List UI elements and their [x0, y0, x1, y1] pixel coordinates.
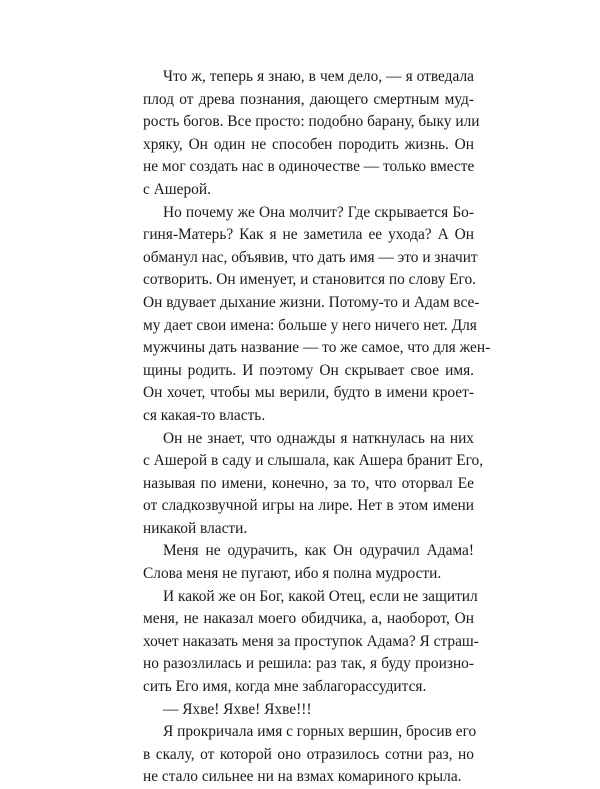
text-line: — Яхве! Яхве! Яхве!!!	[163, 700, 312, 718]
text-line: плод от древа познания, дающего смертным муд-	[143, 90, 474, 108]
text-line: щины родить. И поэтому Он скрывает свое имя.	[143, 361, 474, 379]
paragraph	[143, 428, 484, 541]
text-line: никакой власти.	[143, 519, 248, 537]
body-text	[143, 66, 491, 789]
text-line: мужчины дать название — то же самое, что для жен-	[143, 339, 491, 357]
text-line: не стало сильнее ни на взмах комариного крыла.	[143, 768, 462, 786]
text-line: называя по имени, конечно, за то, что оторвал Ее	[143, 474, 474, 492]
text-line: сотворить. Он именует, и становится по слову Его.	[143, 271, 477, 289]
text-line: хряку, Он один не способен породить жизнь. Он	[143, 135, 474, 153]
paragraph	[143, 202, 491, 428]
text-line: с Ашерой в саду и слышала, как Ашера бранит Его,	[143, 452, 484, 470]
text-line: ся какая-то власть.	[143, 406, 266, 424]
text-line: Он хочет, чтобы мы верили, будто в имени кроет-	[143, 384, 474, 402]
text-line: с Ашерой.	[143, 180, 211, 198]
paragraph	[143, 540, 474, 585]
text-line: в скалу, от которой оно отразилось сотни раз, но	[143, 745, 474, 763]
text-line: Он не знает, что однажды я наткнулась на них	[163, 429, 474, 447]
text-line: но разозлилась и решила: раз так, я буду произно-	[143, 655, 474, 673]
text-line: меня, не наказал моего обидчика, а, наоборот, Он	[143, 610, 474, 628]
dialogue-paragraph	[143, 699, 474, 722]
text-line: обманул нас, объявив, что дать имя — это и значит	[143, 248, 478, 266]
text-line: Меня не одурачить, как Он одурачил Адама!	[163, 542, 474, 560]
text-line: гиня-Матерь? Как я не заметила ее ухода? А Он	[143, 226, 474, 244]
text-line: не мог создать нас в одиночестве — только вместе	[143, 158, 475, 176]
text-line: му дает свои имена: больше у него ничего нет. Для	[143, 316, 477, 334]
paragraph	[143, 586, 479, 699]
text-line: Но почему же Она молчит? Где скрывается Бо-	[163, 203, 474, 221]
text-line: сить Его имя, когда мне заблагорассудится.	[143, 678, 427, 696]
text-line: Что ж, теперь я знаю, в чем дело, — я отведала	[163, 68, 474, 85]
paragraph	[143, 721, 477, 789]
text-line: Он вдувает дыхание жизни. Потому-то и Адам все-	[143, 293, 480, 311]
text-line: Я прокричала имя с горных вершин, бросив его	[163, 723, 477, 741]
paragraph	[143, 66, 480, 202]
text-line: И какой же он Бог, какой Отец, если не защитил	[163, 587, 478, 605]
text-line: от сладкозвучной игры на лире. Нет в этом имени	[143, 497, 474, 515]
text-line: рость богов. Все просто: подобно барану, быку или	[143, 113, 480, 131]
text-line: хочет наказать меня за проступок Адама? Я страш-	[143, 632, 479, 650]
text-line: Слова меня не пугают, ибо я полна мудрости.	[143, 565, 442, 583]
